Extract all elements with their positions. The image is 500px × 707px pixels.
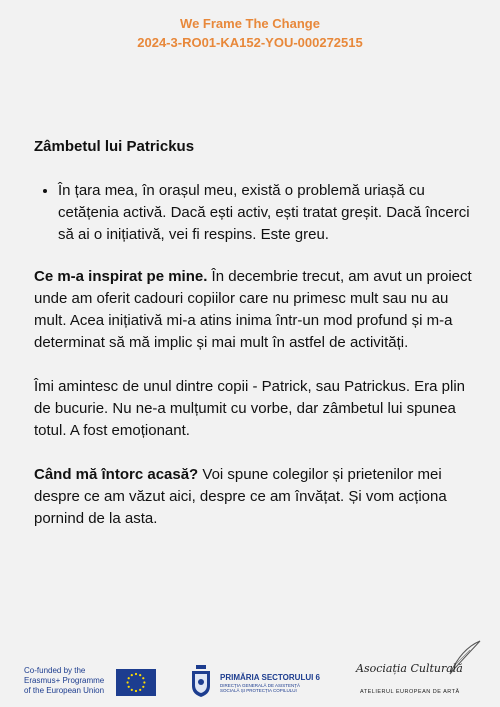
sector6-crest-icon [190, 664, 212, 698]
document-body [34, 136, 474, 552]
project-code: 2024-3-RO01-KA152-YOU-000272515 [137, 35, 363, 50]
bullet-list [34, 180, 474, 246]
paragraph-memory: Îmi amintesc de unul dintre copii - Patrick, sau Patrickus. Era plin de bucurie. Nu ne-a mulțumit cu vorbe, dar zâmbetul lui spunea totul. A fost emoționant. [34, 378, 466, 439]
paragraph-text: În decembrie trecut, am avut un proiect unde am oferit cadouri copiilor care nu primesc mult sau nu au mult. Acea inițiativă mi-a atins inima într-un mod profund și m-a determinat să mă implic și mai mult în astfel de activități. [34, 268, 472, 351]
paragraph-lead: Ce m-a inspirat pe mine. [34, 268, 208, 285]
cofund-line: Co-funded by the [24, 666, 86, 675]
paragraph-text: Voi spune colegilor și prietenilor mei despre ce am văzut aici, despre ce am învățat. Și vom acționa pornind de la asta. [34, 466, 447, 527]
erasmus-cofund-text [24, 666, 104, 696]
list-item: • În țara mea, în orașul meu, există o problemă uriașă cu cetățenia activă. Dacă ești activ, ești tratat greșit. Dacă încerci să ai o inițiativă, vei fi respins. Este greu. [58, 180, 474, 246]
document-header [0, 14, 500, 52]
footer-logos [0, 638, 500, 707]
paragraph-inspiration [34, 266, 474, 354]
story-title: Zâmbetul lui Patrickus [34, 138, 195, 155]
quill-icon [440, 638, 485, 683]
paragraph-lead: Când mă întorc acasă? [34, 466, 199, 483]
eu-flag-icon [116, 669, 156, 696]
primaria-subtitle: DIRECȚIA GENERALĂ DE ASISTENȚĂ [220, 683, 301, 688]
primaria-subtitle: SOCIALĂ ȘI PROTECȚIA COPILULUI [220, 688, 297, 693]
project-title: We Frame The Change [180, 16, 320, 31]
atelier-label: ATELIERUL EUROPEAN DE ARTĂ [360, 689, 460, 695]
asociatia-signature: Asociația Culturală [356, 662, 463, 675]
primaria-text [220, 673, 320, 693]
cofund-line: of the European Union [24, 686, 105, 695]
primaria-title: PRIMĂRIA SECTORULUI 6 [220, 673, 321, 682]
paragraph-return [34, 464, 474, 530]
cofund-line: Erasmus+ Programme [24, 676, 105, 685]
